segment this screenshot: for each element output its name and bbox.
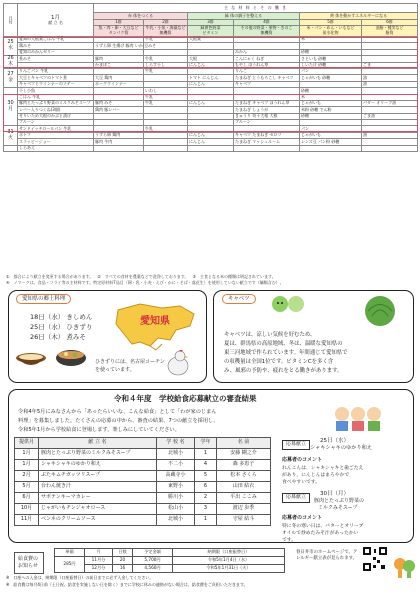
day-number: 25 xyxy=(7,39,14,46)
weekday: 月 xyxy=(7,105,13,112)
ingredient-cell: 牛乳 xyxy=(144,126,188,132)
local-dish-line: 25日（水） ひきずり xyxy=(30,323,93,331)
fee-cell: 16 xyxy=(113,565,133,573)
ingredient-cell: パン xyxy=(300,126,362,132)
comment-text: です。 xyxy=(282,538,297,543)
group-6-nutrient: 脂質 xyxy=(385,30,394,35)
dish-name: 煮みそ xyxy=(18,56,94,62)
chicken-icon xyxy=(164,348,192,378)
dish-name: せりいため大根のかぶと漬け xyxy=(18,113,94,119)
yellow-group-title: 黄 体を動かすエネルギーになる xyxy=(300,13,418,20)
day-cell xyxy=(4,68,18,87)
green-group-title: 緑 体の調子を整える xyxy=(188,13,300,20)
weekday: 火 xyxy=(7,134,13,141)
group-1-num: 1群 xyxy=(94,20,144,26)
ingredient-cell: 豚肉 牛肉 xyxy=(94,139,144,145)
menu-name-header: 献 立 名 xyxy=(48,19,63,25)
aichi-map-illustration xyxy=(110,300,200,352)
award-school: 不二小 xyxy=(157,460,195,471)
award-body xyxy=(15,449,271,526)
local-dish-line: 18日（水） きしめん xyxy=(30,313,93,321)
award-grade: 6 xyxy=(195,482,217,493)
ingredient-cell xyxy=(94,145,144,151)
cabbage-title: キャベツ xyxy=(222,294,256,304)
day-cell xyxy=(4,145,18,151)
ingredient-cell: もやし ほうれん草 xyxy=(234,62,300,68)
award-name: 渡辺 歩季 xyxy=(217,504,271,515)
award-name: 松本 さくら xyxy=(217,471,271,482)
ingredient-cell: 牛乳 xyxy=(144,37,188,43)
cabbage-text: 夏は、群馬県の高原地域、冬は、温暖な愛知県の xyxy=(224,341,343,347)
dish-name: 愛知のみかんゼリー xyxy=(18,49,94,55)
day-number: 27 xyxy=(7,71,14,78)
group-6-num: 6群 xyxy=(362,20,418,26)
award-month: 5月 xyxy=(15,482,39,493)
dish-name: 大豆とキャベツのトマト煮 xyxy=(18,75,94,81)
fee-header: 単価 xyxy=(55,549,85,557)
ingredient-cell: じゃがいも 砂糖 xyxy=(300,75,362,81)
entry-label: 応募献立 xyxy=(282,440,310,450)
ingredient-cell: バター オリーブ油 xyxy=(362,100,418,106)
award-row xyxy=(15,482,271,493)
ingredient-cell: うずら卵 鶏肉 xyxy=(94,132,144,138)
fee-cell: 令和5年1月31日（火） xyxy=(173,565,285,573)
entry-date: 25日（水） xyxy=(320,438,349,444)
ingredient-cell: 鶏肉 豚レバー xyxy=(94,107,144,113)
nutrients-title: 主 な 材 料 と そ の 働 き xyxy=(94,4,418,13)
ingredient-cell: にんじん xyxy=(188,132,234,138)
award-name: 平出 ここみ xyxy=(217,493,271,504)
ingredient-cell xyxy=(144,145,188,151)
comment-text: があり、にんじんはまろやかで xyxy=(282,473,350,478)
footer-note: ※ 給食費は毎月4日前（土日祝、給食を実施しない日を除く）までに学校に休みの連絡がない場合は、給食費をご負担いただきます。 xyxy=(6,582,248,587)
footer-note: ※ 口座への入金は、納期限（口座振替日）の前日までに必ず入金してください。 xyxy=(6,575,154,580)
award-dish: 台わん焼き汁 xyxy=(39,482,157,493)
award-header-school: 学 校 名 xyxy=(157,438,195,449)
ingredient-cell xyxy=(234,145,300,151)
vegetable-mascot-icon xyxy=(392,552,416,580)
note-line: ④ ノマークは、食品・フライ等の主材料です。特定原材料7品目（卵・乳・小麦・えび・かに・そば・落花生）を使用していない献立です（麺類含む）。 xyxy=(6,280,284,285)
dish-name: ごはん 牛乳 xyxy=(18,94,94,100)
local-dish-note: を使っています。 xyxy=(95,367,135,373)
award-grade: 4 xyxy=(195,460,217,471)
ingredient-cell: にんじん xyxy=(188,100,234,106)
award-dish: ペンネのクリームソース xyxy=(39,515,157,526)
ingredient-cell: 牛乳 xyxy=(144,94,188,100)
ingredient-cell xyxy=(188,145,234,151)
award-grade: 1 xyxy=(195,515,217,526)
weekday: 木 xyxy=(7,61,13,68)
group-5-foods: 米・パン・めん・いもなど xyxy=(306,25,355,31)
fee-header: 予定金額 xyxy=(133,549,173,557)
ingredient-cell: こんにゃく ねぎ xyxy=(234,56,300,62)
fee-label: 給食費のお知らせ xyxy=(14,552,44,574)
award-school: 高蔵寺小 xyxy=(157,471,195,482)
comment-label: 応募者のコメント xyxy=(282,457,323,463)
allergy-note: 春日井市のホームページで、アレルギー献立表が見られます。 xyxy=(296,550,358,561)
ingredient-cell: にんじん xyxy=(188,139,234,145)
group-2-num: 2群 xyxy=(144,20,188,26)
ingredient-cell: じゃがいも xyxy=(300,132,362,138)
award-school: 北城小 xyxy=(157,449,195,460)
menu-table xyxy=(3,3,418,152)
group-5-desc xyxy=(300,26,362,37)
map-label: 愛知県 xyxy=(140,316,170,327)
ingredient-cell: たまねぎ しょうが xyxy=(234,107,300,113)
group-1-nutrient: タンパク質 xyxy=(108,30,129,35)
ingredient-cell: かまぼこ xyxy=(94,62,144,68)
name-header xyxy=(18,4,94,37)
ingredient-cell: きゅうり 切干大根 大根 xyxy=(234,113,300,119)
fee-cell: 11月分 xyxy=(85,557,113,565)
award-dish: シャキシャキのゆかり和え xyxy=(39,460,157,471)
ingredient-cell: さといも 砂糖 xyxy=(300,56,362,62)
group-2-nutrient: 無機質 xyxy=(159,30,172,35)
award-month: 6月 xyxy=(15,493,39,504)
award-dish: サボテンキーマカレー xyxy=(39,493,157,504)
award-row xyxy=(15,504,271,515)
comment-text: れんこんは、シャキシャキと歯ごたえ xyxy=(282,466,364,471)
dish-name: 豚肉とたっぷり野菜のミルクみそスープ xyxy=(18,100,94,106)
ingredient-cell xyxy=(300,145,362,151)
fee-cell: 12月分 xyxy=(85,565,113,573)
ingredient-cell: 大根 xyxy=(188,56,234,62)
ingredient-cell: うずら卵 生揚げ 豚肉 いか 豆みそ xyxy=(95,42,157,48)
day-cell xyxy=(4,56,18,69)
ingredient-cell: 豚肉 みそ xyxy=(94,100,144,106)
ingredient-cell: ブルーン xyxy=(234,120,300,126)
ingredient-cell: キャベツ xyxy=(234,81,300,87)
ingredient-cell: たまねぎ キャベツ ほうれん草 xyxy=(234,100,300,106)
group-3-foods: 緑黄色野菜 xyxy=(200,25,221,31)
day-number: 26 xyxy=(7,55,14,62)
award-name: 森 多恵子 xyxy=(217,460,271,471)
award-dish: じゃがいもチンジャオロース xyxy=(39,504,157,515)
award-name: 守屋 結斗 xyxy=(217,515,271,526)
group-1-desc xyxy=(94,26,144,37)
award-school: 北城小 xyxy=(157,515,195,526)
entry-date: 30日（月） xyxy=(320,491,349,497)
award-row xyxy=(15,515,271,526)
ingredient-cell: 油 xyxy=(362,132,418,138)
ingredient-cell: 砂糖 xyxy=(300,113,362,119)
day-number: 31 xyxy=(7,128,14,135)
group-6-foods: 油脂・種実など xyxy=(375,25,404,31)
ingredient-cell: にんじん xyxy=(188,81,234,87)
ingredient-cell: たまねぎ マッシュルーム xyxy=(234,139,300,145)
group-6-desc xyxy=(362,26,418,37)
group-4-nutrient: 無機質 xyxy=(260,30,273,35)
cabbage-text: キャベツは、涼しい気候を好むため、 xyxy=(224,332,316,338)
group-4-desc xyxy=(234,26,300,37)
month-label: 1月 xyxy=(51,14,60,21)
dish-name: 干し小魚 xyxy=(18,88,94,94)
group-2-desc xyxy=(144,26,188,37)
award-school: 勝川小 xyxy=(157,493,195,504)
ingredient-cell: りんご xyxy=(234,68,300,74)
group-3-nutrient: ビタミン xyxy=(202,30,219,35)
day-cell xyxy=(4,88,18,126)
cabbage-icon xyxy=(360,294,400,328)
award-dish: 豚肉とたっぷり野菜のミルクみそスープ xyxy=(39,449,157,460)
award-header-name: 名 前 xyxy=(217,438,271,449)
group-2-foods: 牛乳・小魚・海藻など xyxy=(145,25,186,31)
award-grade: 2 xyxy=(195,493,217,504)
group-4-foods: その他の野菜・果物・きのこ xyxy=(240,25,293,31)
day-cell xyxy=(4,126,18,145)
award-school: 松山小 xyxy=(157,504,195,515)
menu-body xyxy=(4,37,418,152)
entry-dish: 豚肉とたっぷり野菜の xyxy=(314,498,365,504)
menu-row xyxy=(4,145,418,151)
dish-name: サンドイッチロールパン 牛乳 xyxy=(18,126,94,132)
fee-price: 285円 xyxy=(55,557,85,573)
contest-intro: 料理」を募集しました。たくさんの応募の中から、審査の結果、7つの献立を採用し、 xyxy=(18,418,219,424)
entry-dish: ミルクみそスープ xyxy=(318,505,358,511)
dish-name: 愛知の大根葉ごはん 牛乳 xyxy=(18,37,94,43)
cabbage-text: 東三河地域で作られています。年間通じて愛知県で xyxy=(224,350,348,356)
local-dish-line: 26日（木） 煮みそ xyxy=(30,333,86,341)
ingredient-cell: 大根葉 xyxy=(188,37,234,43)
ingredient-cell: じゃがいも xyxy=(300,100,362,106)
award-grade: 5 xyxy=(195,471,217,482)
cabbage-text: み、風邪の予防や、疲れをとる働きがあります。 xyxy=(224,368,343,374)
entry-label: 応募献立 xyxy=(282,493,310,503)
dish-name: キャベツとウインナーのソテー xyxy=(18,81,94,87)
fee-header: 月 xyxy=(85,549,113,557)
day-cell xyxy=(4,37,18,56)
cabbage-mascot-icon xyxy=(270,294,306,314)
award-dish: ぶたキムチガッツリスープ xyxy=(39,471,157,482)
award-row xyxy=(15,449,271,460)
comment-text: 食べやすいです。 xyxy=(282,480,320,485)
ingredient-cell: 砂糖 xyxy=(300,88,362,94)
day-header: 日付 xyxy=(4,4,18,37)
local-dish-note: ひきずりには、名古屋コーチン xyxy=(95,359,165,365)
ingredient-cell: 牛乳 xyxy=(144,56,188,62)
weekday: 金 xyxy=(7,77,13,84)
ingredient-cell xyxy=(362,145,418,151)
ingredient-cell: いわし xyxy=(144,88,188,94)
contest-intro: 令和4年5月にみなさんから「あったらいいな、こんな給食」として「わが家のじまん xyxy=(18,409,217,415)
comment-label: 応募者のコメント xyxy=(282,515,323,521)
ingredient-cell: しらす干し xyxy=(144,62,188,68)
ingredient-cell: ごま油 xyxy=(362,113,418,119)
local-dish-title: 愛知県の郷土料理 xyxy=(16,294,71,304)
ingredient-cell: みかん xyxy=(234,49,300,55)
fee-cell: 令和5年1月4日（水） xyxy=(173,557,285,565)
award-school: 東野小 xyxy=(157,482,195,493)
group-1-foods: 魚・肉・卵・大豆など xyxy=(98,25,139,31)
award-grade: 1 xyxy=(195,449,217,460)
contest-intro: 令和5年1月から学校給食に登場します。楽しみにしていてください。 xyxy=(18,427,180,433)
award-month: 11月 xyxy=(15,515,39,526)
ingredient-cell: 油 xyxy=(362,75,418,81)
award-month: 1月 xyxy=(15,449,39,460)
group-5-num: 5群 xyxy=(300,20,362,26)
group-3-num: 3群 xyxy=(188,20,234,26)
fee-header: 納期限（口座振替日） xyxy=(173,549,285,557)
dish-name: 鶏みそ xyxy=(18,43,94,49)
ingredient-cell: パン xyxy=(300,68,362,74)
ingredient-cell: 米 xyxy=(300,37,362,43)
note-line: ① 都合により献立を変更する場合があります。 ② すべての食材を農薬などで洗浄しております。 ③ 主食となる米の種類は明記されています。 xyxy=(6,274,276,279)
ingredient-cell: 豚肉 xyxy=(94,56,144,62)
fee-cell: 20 xyxy=(113,557,133,565)
award-header-dish: 献 立 名 xyxy=(39,438,157,449)
ingredient-cell: 砂糖 xyxy=(300,49,362,55)
award-row xyxy=(15,493,271,504)
ingredient-cell: 米粉 砂糖 でん粉 xyxy=(300,107,362,113)
ingredient-cell: しいたけ 砂糖 xyxy=(300,62,362,68)
children-illustration xyxy=(330,404,386,432)
group-5-nutrient: 炭水化物 xyxy=(322,30,339,35)
dish-name: りんごパン 牛乳 xyxy=(18,68,94,74)
dish-name: ポトフ xyxy=(18,132,94,138)
award-month: 1月 xyxy=(15,460,39,471)
weekday: 水 xyxy=(7,45,13,52)
dish-name: レバー入りつくね(3個) xyxy=(18,107,94,113)
ingredient-cell: 牛乳 xyxy=(144,68,188,74)
fee-cell: 5,700円 xyxy=(133,557,173,565)
ingredient-cell: 油 xyxy=(362,81,418,87)
cabbage-text: の収穫量は全国1位です。ビタミンCを多く含 xyxy=(224,359,334,365)
award-month: 2月 xyxy=(15,471,39,482)
ingredient-cell: たまねぎ とうもろこし キャベツ xyxy=(234,75,300,81)
award-header-month: 提供月 xyxy=(15,438,39,449)
fee-header: 日数 xyxy=(113,549,133,557)
award-month: 10月 xyxy=(15,504,39,515)
ingredient-cell: 牛乳 xyxy=(144,100,188,106)
ingredient-cell: 米 xyxy=(300,94,362,100)
award-row xyxy=(15,460,271,471)
ingredient-cell: ポークウインナー xyxy=(94,81,144,87)
contest-title: 令和４年度 学校給食応募献立の審査結果 xyxy=(114,394,257,403)
fee-table xyxy=(54,548,285,573)
day-number: 30 xyxy=(7,100,14,107)
ingredient-cell: キャベツ たまねぎ セロリ xyxy=(234,132,300,138)
ingredient-cell: ごま xyxy=(362,62,418,68)
award-table xyxy=(14,437,271,526)
entry-dish: シャキシャキのゆかり和え xyxy=(310,445,372,451)
award-name: 安藤 糊之介 xyxy=(217,449,271,460)
dish-name: ブルーン xyxy=(18,120,94,126)
ingredient-cell: トマト にんじん xyxy=(188,75,234,81)
qr-code-icon[interactable] xyxy=(362,546,388,572)
fee-cell: 4,560円 xyxy=(133,565,173,573)
noodle-bowl-icon xyxy=(14,346,48,370)
award-grade: 3 xyxy=(195,504,217,515)
pot-icon xyxy=(54,344,88,370)
group-3-desc xyxy=(188,26,234,37)
award-header-grade: 学年 xyxy=(195,438,217,449)
award-row xyxy=(15,471,271,482)
group-4-num: 4群 xyxy=(234,20,300,26)
ingredient-cell: 大豆 鶏肉 xyxy=(94,75,144,81)
comment-text: オイルで炒めたみそ汁があったかい xyxy=(282,531,359,536)
ingredient-cell: にんじん xyxy=(188,62,234,68)
dish-name: しらあえ xyxy=(18,145,94,151)
ingredient-cell: レンズ豆 パン粉 砂糖 xyxy=(300,139,362,145)
comment-text: 特に冬の寒い日は、バターとオリーブ xyxy=(282,524,364,529)
red-group-title: 赤 体をつくる xyxy=(94,13,188,20)
dish-name: スラッピージョー xyxy=(18,139,94,145)
award-name: 山田 結衣 xyxy=(217,482,271,493)
